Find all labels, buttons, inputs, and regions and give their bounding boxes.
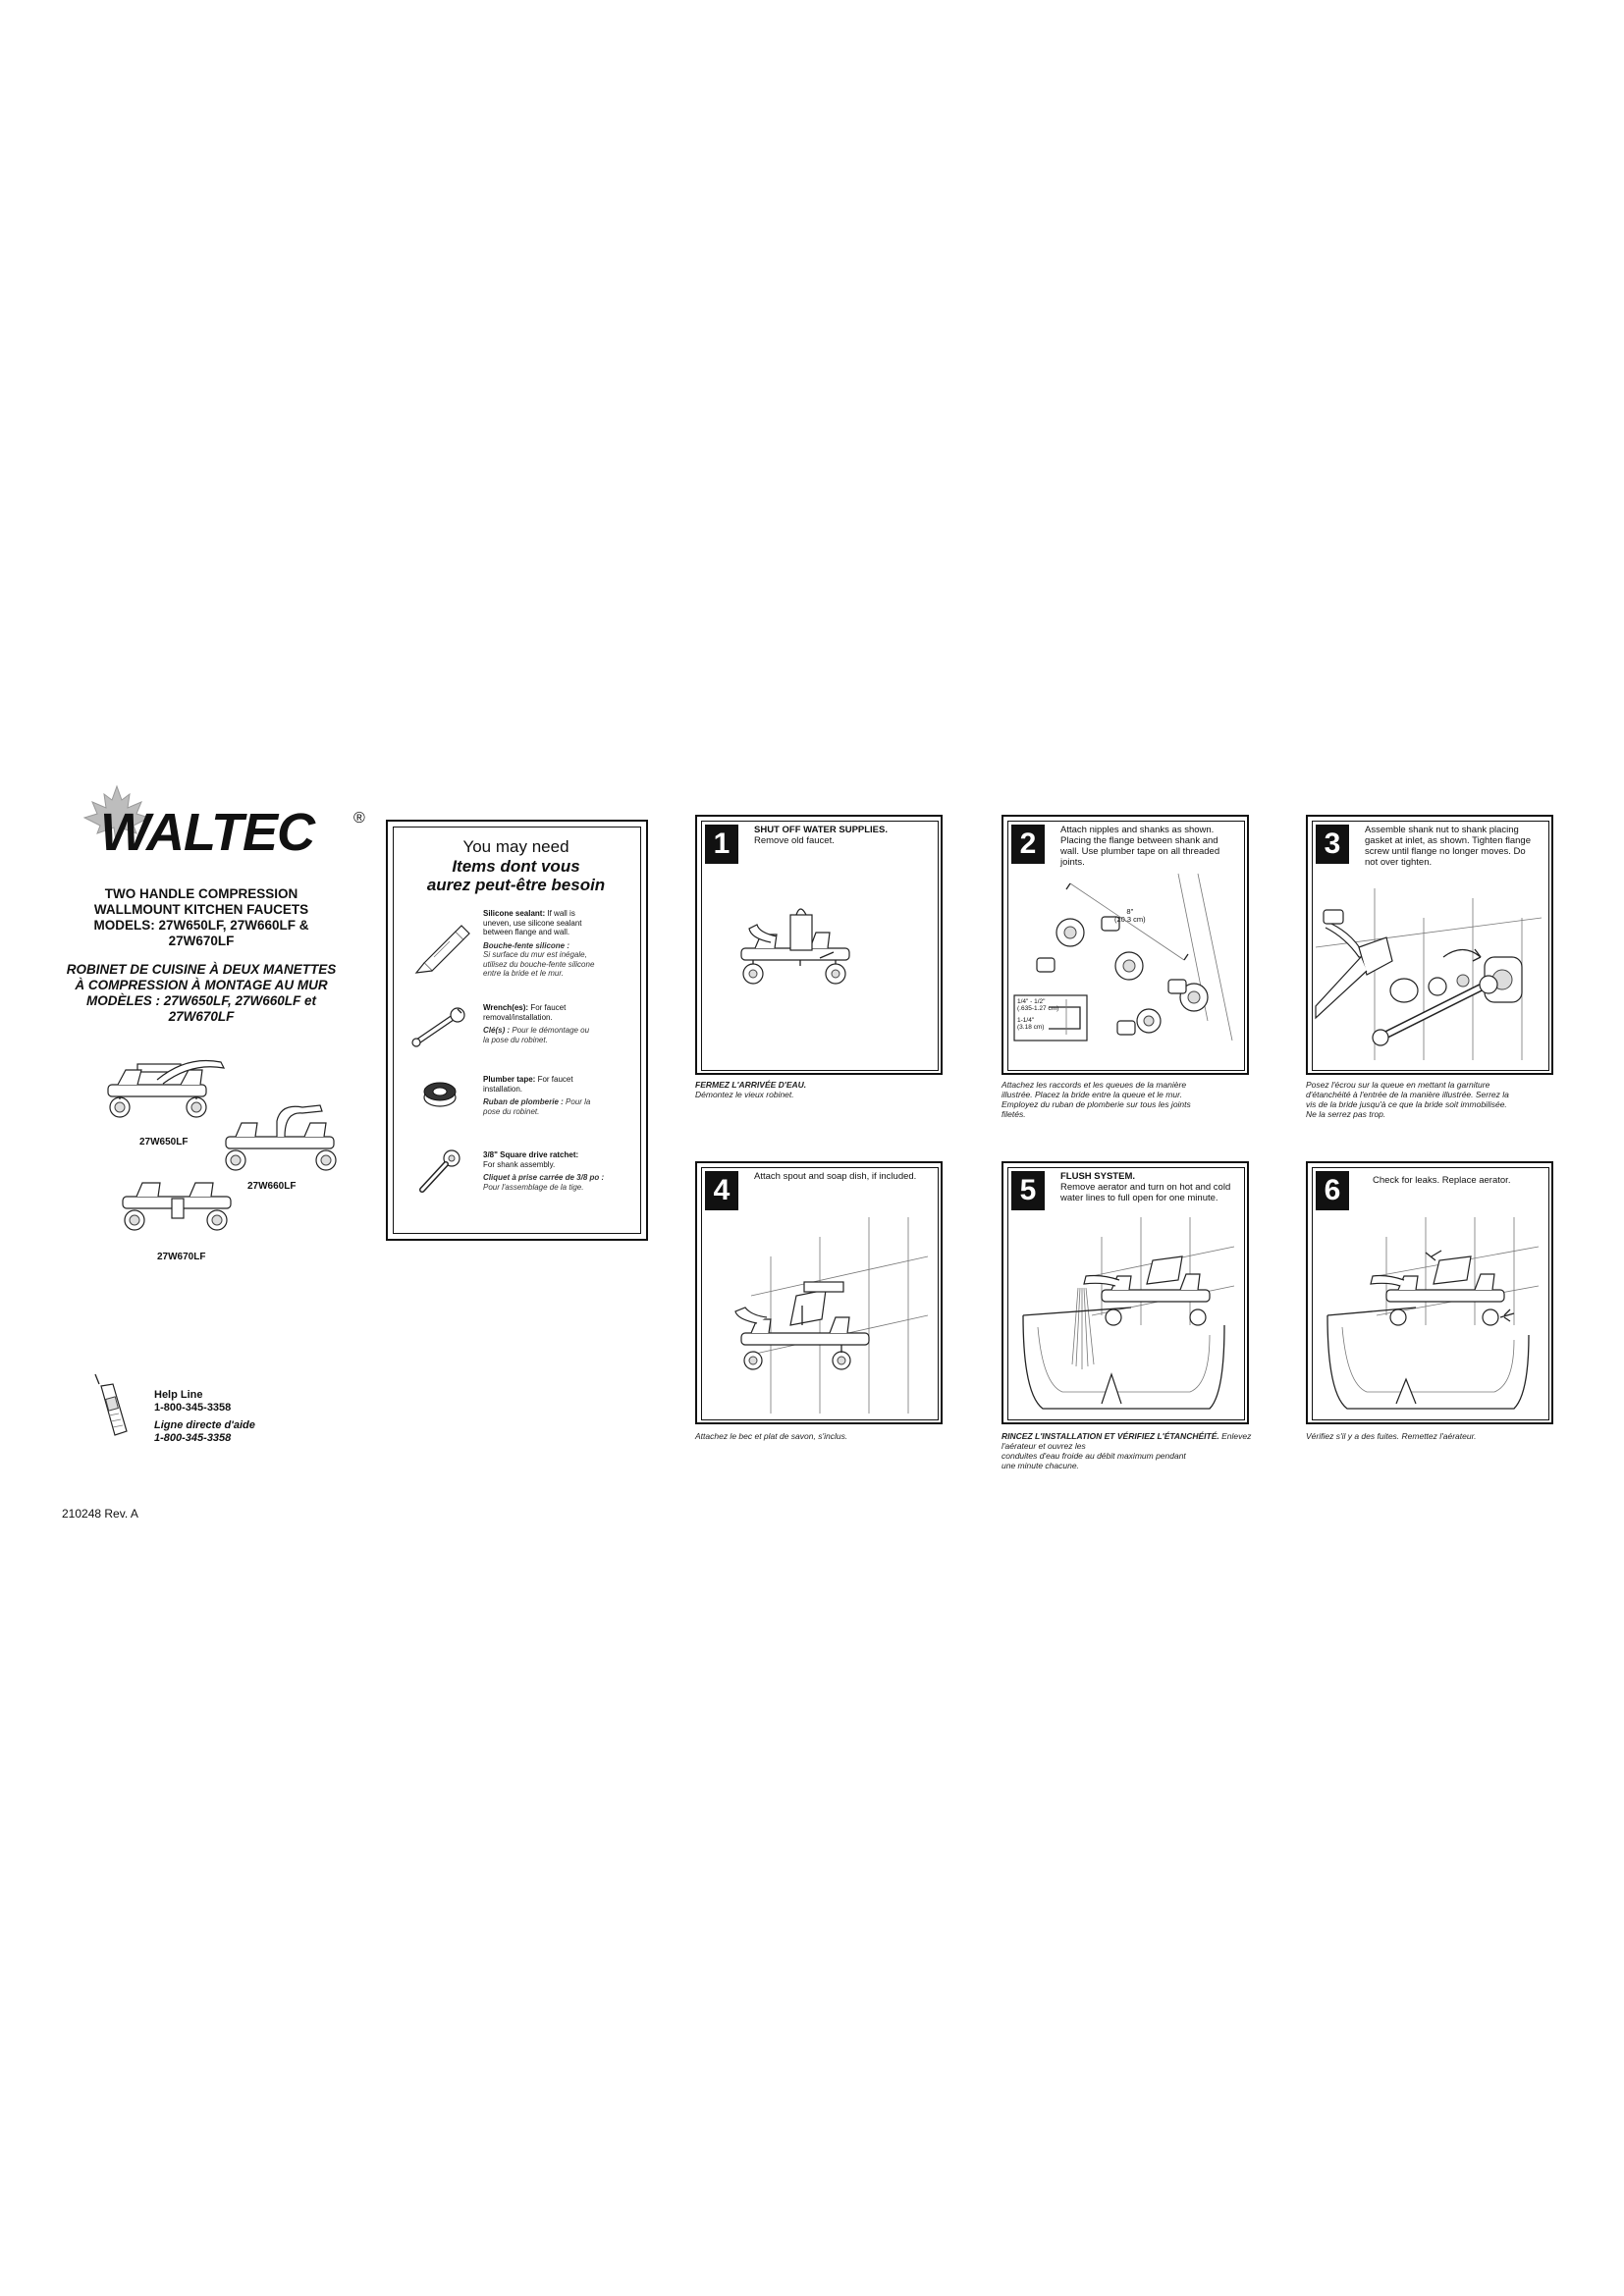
tool-desc-line: removal/installation.	[483, 1012, 553, 1022]
step-4-illustration	[712, 1217, 928, 1414]
title-line: ROBINET DE CUISINE À DEUX MANETTES	[66, 962, 337, 977]
step-4-caption-fr	[695, 1431, 950, 1441]
registered-mark: ®	[353, 810, 365, 827]
step-line: Placing the flange between shank and	[1060, 835, 1218, 846]
title-line: À COMPRESSION À MONTAGE AU MUR	[75, 978, 328, 992]
caption-line: Enlevez l'aérateur et ouvrez les	[1001, 1431, 1252, 1451]
caption-line: d'étanchéité à l'entrée de la manière illustrée. Serrez la	[1306, 1090, 1509, 1099]
tool-item-silicone	[483, 909, 630, 979]
step-line: joints.	[1060, 857, 1085, 868]
tool-name-fr: Cliquet à prise carrée de 3/8 po :	[483, 1173, 605, 1182]
silicone-tube-icon	[412, 918, 471, 977]
tool-desc	[483, 1150, 630, 1160]
caption-line: conduites d'eau froide au débit maximum pendant	[1001, 1451, 1186, 1461]
dim-value: 1-1/4"	[1017, 1017, 1035, 1024]
dim-metric: (3.18 cm)	[1017, 1024, 1045, 1031]
title-line: 27W670LF	[168, 934, 235, 948]
step-1-illustration	[731, 903, 908, 1021]
help-title: Help Line	[154, 1389, 203, 1401]
dim-metric: (20.3 cm)	[1114, 915, 1146, 924]
caption-line: une minute chacune.	[1001, 1461, 1079, 1470]
tool-desc-fr	[483, 1097, 630, 1107]
step-5-illustration	[1013, 1217, 1234, 1414]
step-number: 2	[1011, 825, 1045, 864]
step-2-dimension-span	[1114, 908, 1146, 924]
step-3-illustration	[1316, 888, 1542, 1060]
tool-desc	[483, 909, 630, 919]
step-line: gasket at inlet, as shown. Tighten flange	[1365, 835, 1531, 846]
tool-desc-fr-line: la pose du robinet.	[483, 1035, 548, 1044]
brand-logo: WALTEC	[100, 803, 314, 862]
caption-line: filetés.	[1001, 1109, 1026, 1119]
tool-desc-fr-line: Pour l'assemblage de la tige.	[483, 1182, 584, 1192]
revision-code: 210248 Rev. A	[62, 1507, 138, 1521]
step-line: Attach nipples and shanks as shown.	[1060, 825, 1215, 835]
step-3-instructions	[1365, 825, 1549, 868]
help-phone-fr: 1-800-345-3358	[154, 1432, 232, 1444]
step-line: water lines to full open for one minute.	[1060, 1193, 1218, 1203]
tool-desc-line: uneven, use silicone sealant	[483, 918, 582, 928]
step-2-instructions	[1060, 825, 1242, 868]
caption-line: Démontez le vieux robinet.	[695, 1090, 794, 1099]
model-label: 27W660LF	[247, 1181, 297, 1192]
tool-item-wrench	[483, 1003, 630, 1044]
tool-name: Wrench(es):	[483, 1003, 529, 1012]
tool-desc-line: For faucet	[537, 1075, 573, 1084]
tool-desc-fr	[483, 1026, 630, 1036]
help-phone: 1-800-345-3358	[154, 1402, 232, 1414]
step-6-instructions	[1373, 1175, 1544, 1186]
title-line: 27W670LF	[168, 1009, 235, 1024]
step-2-dimension-offset	[1017, 998, 1058, 1031]
faucet-27w650lf-illustration	[98, 1050, 236, 1129]
caption-line: Vérifiez s'il y a des fuites. Remettez l'aérateur.	[1306, 1431, 1477, 1441]
model-label: 27W670LF	[157, 1252, 206, 1262]
phone-icon	[93, 1382, 133, 1441]
model-label: 27W650LF	[139, 1137, 189, 1148]
title-line: MODELS: 27W650LF, 27W660LF &	[93, 918, 309, 933]
tool-item-plumber-tape	[483, 1075, 630, 1116]
step-bold: SHUT OFF WATER SUPPLIES.	[754, 825, 888, 835]
step-2-illustration	[1011, 874, 1237, 1060]
tool-desc-line: If wall is	[547, 909, 575, 918]
step-2-caption-fr	[1001, 1080, 1257, 1119]
tool-desc-fr-line: pose du robinet.	[483, 1106, 540, 1116]
step-3-caption-fr	[1306, 1080, 1571, 1119]
help-line	[154, 1389, 351, 1445]
tool-desc-line: For shank assembly.	[483, 1159, 556, 1169]
tool-name-fr: Clé(s) :	[483, 1026, 511, 1035]
tools-title-fr-line: aurez peut-être besoin	[426, 876, 606, 894]
tool-desc-fr-line: entre la bride et le mur.	[483, 969, 564, 978]
tool-desc-fr-line: Pour la	[566, 1097, 591, 1106]
step-line: wall. Use plumber tape on all threaded	[1060, 846, 1220, 857]
tool-desc	[483, 1003, 630, 1013]
step-line: Assemble shank nut to shank placing	[1365, 825, 1519, 835]
step-line: Remove aerator and turn on hot and cold	[1060, 1182, 1231, 1193]
step-number: 1	[705, 825, 738, 864]
step-number: 6	[1316, 1171, 1349, 1210]
step-line: Attach spout and soap dish, if included.	[754, 1171, 917, 1182]
tool-name: Silicone sealant:	[483, 909, 546, 918]
caption-line: Ne la serrez pas trop.	[1306, 1109, 1386, 1119]
caption-line: Employez du ruban de plomberie sur tous les joints	[1001, 1099, 1191, 1109]
help-title-fr: Ligne directe d'aide	[154, 1419, 255, 1431]
ratchet-icon	[416, 1147, 465, 1196]
dim-metric: (.635-1.27 cm)	[1017, 1005, 1059, 1012]
caption-line: Attachez le bec et plat de savon, s'inclus.	[695, 1431, 848, 1441]
tool-name-fr: Bouche-fente silicone :	[483, 940, 570, 950]
caption-bold: RINCEZ L'INSTALLATION ET VÉRIFIEZ L'ÉTANCHÉITÉ.	[1001, 1431, 1219, 1441]
dim-value: 1/4" - 1/2"	[1017, 998, 1046, 1005]
caption-line: illustrée. Placez la bride entre la queue et le mur.	[1001, 1090, 1182, 1099]
caption-line: vis de la bride jusqu'à ce que la bride soit immobilisée.	[1306, 1099, 1507, 1109]
caption-line: Attachez les raccords et les queues de la manière	[1001, 1080, 1187, 1090]
tool-desc-line: For faucet	[530, 1003, 567, 1012]
step-number: 3	[1316, 825, 1349, 864]
tools-title: You may need	[462, 837, 569, 856]
step-line: Remove old faucet.	[754, 835, 835, 846]
step-line: Check for leaks. Replace aerator.	[1373, 1175, 1511, 1186]
product-title-en	[59, 886, 344, 949]
tools-title-fr-line: Items dont vous	[452, 857, 580, 876]
tool-desc	[483, 1075, 630, 1085]
step-4-instructions	[754, 1171, 936, 1182]
title-line: TWO HANDLE COMPRESSION	[104, 886, 298, 901]
faucet-27w670lf-illustration	[113, 1163, 250, 1242]
tool-desc-fr-line: Si surface du mur est inégale,	[483, 950, 587, 959]
tools-title-fr	[393, 857, 639, 894]
tool-desc-fr-line: utilisez du bouche-fente silicone	[483, 959, 595, 969]
dim-value: 8"	[1126, 907, 1134, 916]
tool-desc-line: between flange and wall.	[483, 928, 570, 936]
tool-desc-line: installation.	[483, 1084, 523, 1094]
step-line: screw until flange no longer moves. Do	[1365, 846, 1526, 857]
step-1-caption-fr	[695, 1080, 950, 1099]
step-1-instructions	[754, 825, 931, 846]
product-title-fr	[49, 962, 353, 1025]
title-line: MODÈLES : 27W650LF, 27W660LF et	[85, 993, 317, 1008]
plumber-tape-icon	[420, 1080, 460, 1109]
caption-line: Posez l'écrou sur la queue en mettant la garniture	[1306, 1080, 1490, 1090]
step-6-caption-fr	[1306, 1431, 1561, 1441]
wrench-icon	[410, 1009, 469, 1048]
step-5-caption-fr	[1001, 1431, 1257, 1470]
brand-block	[79, 780, 365, 862]
step-number: 4	[705, 1171, 738, 1210]
tool-name: Plumber tape:	[483, 1075, 536, 1084]
tool-name: 3/8" Square drive ratchet:	[483, 1150, 579, 1159]
tool-desc-fr-line: Pour le démontage ou	[512, 1026, 590, 1035]
caption-bold: FERMEZ L'ARRIVÉE D'EAU.	[695, 1080, 807, 1090]
step-bold: FLUSH SYSTEM.	[1060, 1171, 1136, 1182]
title-line: WALLMOUNT KITCHEN FAUCETS	[93, 902, 309, 917]
tool-item-ratchet	[483, 1150, 630, 1192]
caption-bold-line	[1001, 1431, 1257, 1451]
step-line: not over tighten.	[1365, 857, 1433, 868]
tool-name-fr: Ruban de plomberie :	[483, 1097, 564, 1106]
step-number: 5	[1011, 1171, 1045, 1210]
step-6-illustration	[1318, 1217, 1539, 1414]
step-5-instructions	[1060, 1171, 1242, 1203]
